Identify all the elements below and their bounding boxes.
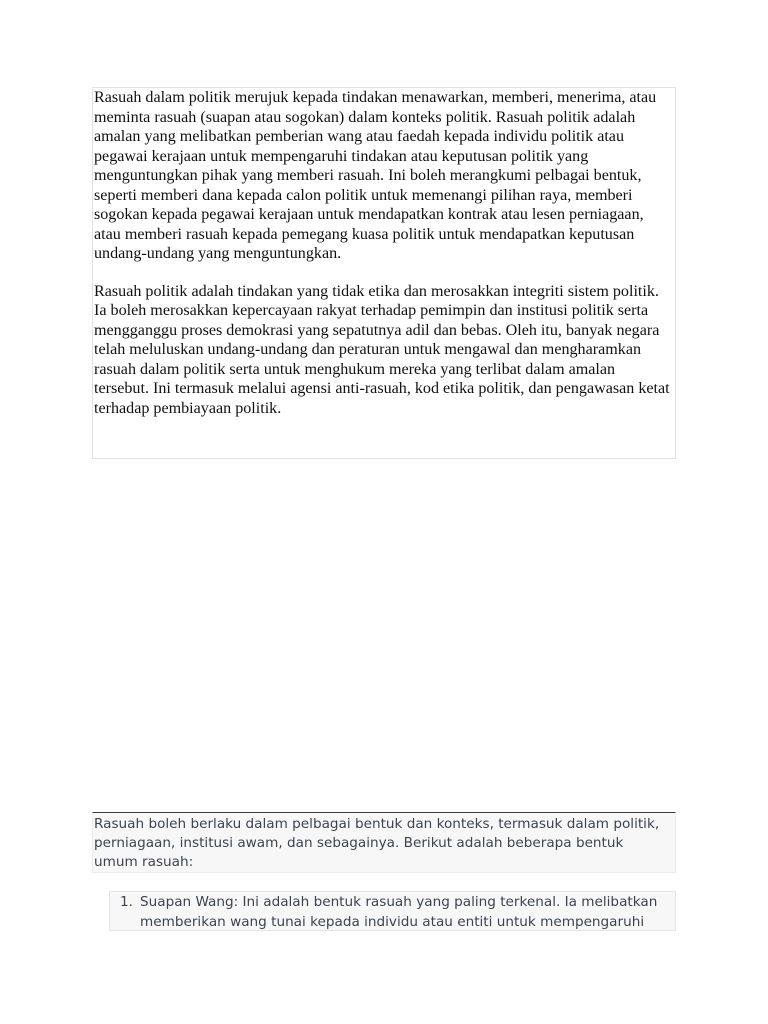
paragraph-2: Rasuah politik adalah tindakan yang tidak etika dan merosakkan integriti sistem politik. Ia boleh merosakkan kepercayaan rakyat terhadap pemimpin dan institusi politik serta mengganggu proses demokrasi yang sepatutnya adil dan bebas. Oleh itu, banyak negara telah meluluskan undang-undang dan peraturan untuk mengawal dan mengharamkan rasuah dalam politik serta untuk menghukum mereka yang terlibat dalam amalan tersebut. Ini termasuk melalui agensi anti-rasuah, kod etika politik, dan pengawasan ketat terhadap pembiayaan politik. bbox=[94, 282, 670, 417]
forms-list bbox=[109, 891, 676, 931]
list-item-text: Suapan Wang: Ini adalah bentuk rasuah yang paling terkenal. Ia melibatkan memberikan wang tunai kepada individu atau entiti untuk mempengaruhi bbox=[140, 894, 658, 930]
paragraph-1: Rasuah dalam politik merujuk kepada tindakan menawarkan, memberi, menerima, atau meminta rasuah (suapan atau sogokan) dalam konteks politik. Rasuah politik adalah amalan yang melibatkan pemberian wang atau faedah kepada individu politik atau pegawai kerajaan untuk mempengaruhi tindakan atau keputusan politik yang menguntungkan pihak yang memberi rasuah. Ini boleh merangkumi pelbagai bentuk, seperti memberi dana kepada calon politik untuk memenangi pilihan raya, memberi sogokan kepada pegawai kerajaan untuk mendapatkan kontrak atau lesen perniagaan, atau memberi rasuah kepada pemegang kuasa politik untuk mendapatkan keputusan undang-undang yang menguntungkan. bbox=[94, 89, 657, 262]
list-item bbox=[110, 892, 665, 931]
intro-text: Rasuah boleh berlaku dalam pelbagai bentuk dan konteks, termasuk dalam politik, perniagaan, institusi awam, dan sebagainya. Berikut adalah beberapa bentuk umum rasuah: bbox=[94, 816, 660, 870]
main-text-block bbox=[92, 87, 676, 459]
intro-block bbox=[92, 812, 676, 873]
list-item-number: 1. bbox=[120, 894, 133, 910]
